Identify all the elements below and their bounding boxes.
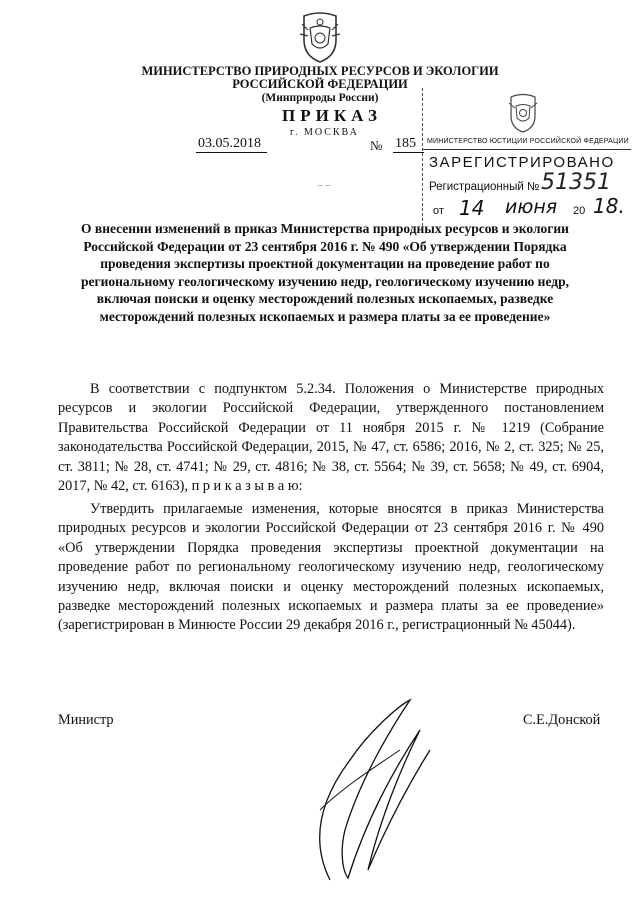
- stamp-organization: МИНИСТЕРСТВО ЮСТИЦИИ РОССИЙСКОЙ ФЕДЕРАЦИИ: [427, 138, 629, 145]
- stamp-status: ЗАРЕГИСТРИРОВАНО: [429, 154, 615, 171]
- registration-stamp: [422, 88, 633, 226]
- order-title: О внесении изменений в приказ Министерства природных ресурсов и экологии Российской Федерации от 23 сентября 2016 г. № 490 «Об утверждении Порядка проведения экспертизы проектной документации на проведение работ по региональному геологическому изучению недр, геологическому изучению недр, включая поиски и оценку месторождений полезных ископаемых, разведке месторождений полезных ископаемых и размера платы за ее проведение»: [81, 221, 569, 324]
- stamp-day: 14: [459, 196, 485, 220]
- signer-name: С.Е.Донской: [523, 712, 601, 728]
- order-number: 185: [393, 136, 424, 153]
- stamp-reg-label: Регистрационный №: [429, 181, 540, 193]
- signer-position: Министр: [58, 712, 114, 728]
- stamp-year-prefix: 20: [573, 205, 586, 217]
- stamp-divider: [423, 149, 631, 150]
- ministry-name-line1: МИНИСТЕРСТВО ПРИРОДНЫХ РЕСУРСОВ И ЭКОЛОГИИ: [141, 64, 499, 78]
- body-paragraph-2: Утвердить прилагаемые изменения, которые вносятся в приказ Министерства природных ресурсов и экологии Российской Федерации от 23 сентября 2016 г. № 490 «Об утверждении Порядка проведения экспертизы проектной документации на проведение работ по региональному геологическому изучению недр, геологическому изучению недр, включая поиски и оценку месторождений полезных ископаемых, разведке месторождений полезных ископаемых и размера платы за ее проведение» (зарегистрирован в Минюсте России 29 декабря 2016 г., регистрационный № 45044).: [58, 501, 604, 634]
- city: г. МОСКВА: [290, 127, 359, 138]
- document-type: ПРИКАЗ: [282, 106, 382, 125]
- dash-mark: – –: [318, 180, 331, 191]
- number-label: №: [370, 138, 383, 153]
- stamp-emblem-icon: [503, 92, 543, 134]
- stamp-year-suffix: 18.: [593, 194, 625, 218]
- order-date: 03.05.2018: [196, 136, 267, 153]
- handwritten-signature: [290, 690, 440, 890]
- ministry-short-name: (Минприроды России): [261, 92, 379, 104]
- stamp-date-prefix: от: [433, 205, 444, 217]
- body-paragraph-1: В соответствии с подпунктом 5.2.34. Положения о Министерстве природных ресурсов и экологии Российской Федерации, утвержденного постановлением Правительства Российской Федерации от 11 ноября 2015 г. № 1219 (Собрание законодательства Российской Федерации, 2015, № 47, ст. 6586; 2016, № 2, ст. 325; № 25, ст. 3811; № 28, ст. 4741; № 29, ст. 4816; № 38, ст. 5564; № 39, ст. 5658; № 49, ст. 6904, 2017, № 42, ст. 6163), п р и к а з ы в а ю:: [58, 381, 604, 495]
- stamp-reg-number: 51351: [541, 170, 611, 195]
- state-emblem-icon: [294, 10, 346, 64]
- ministry-name-line2: РОССИЙСКОЙ ФЕДЕРАЦИИ: [232, 77, 408, 91]
- stamp-month: июня: [505, 196, 558, 218]
